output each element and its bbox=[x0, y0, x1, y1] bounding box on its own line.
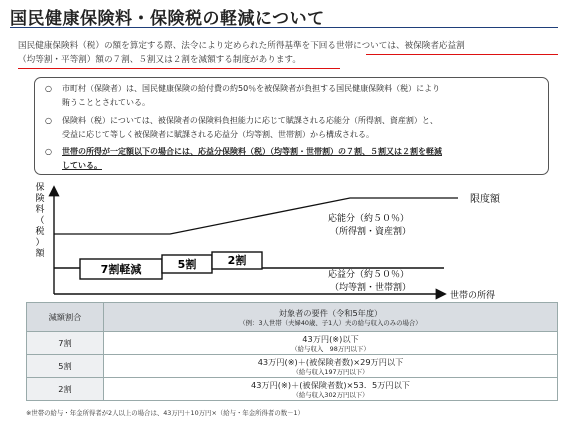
step-label-5wari: 5割 bbox=[177, 258, 197, 271]
requirement-cell bbox=[104, 378, 558, 401]
header-requirements-title: 対象者の要件（令和5年度） bbox=[278, 307, 383, 318]
bullet-mark: ○ bbox=[45, 116, 52, 125]
summary-box bbox=[34, 77, 549, 175]
intro-paragraph bbox=[18, 39, 563, 67]
summary-bullet-2 bbox=[45, 114, 545, 141]
requirement-subtext: （給与収入302万円以下） bbox=[292, 390, 369, 399]
rate-cell: 7割 bbox=[27, 332, 104, 355]
table-row bbox=[27, 378, 558, 401]
requirement-cell bbox=[104, 332, 558, 355]
requirement-text: 43万円(※)＋(被保険者数)×53．5万円以下 bbox=[251, 379, 410, 390]
y-label-char: 額 bbox=[35, 249, 45, 259]
table-row bbox=[27, 332, 558, 355]
bullet-mark: ○ bbox=[45, 147, 52, 156]
requirement-text: 43万円(※)以下 bbox=[302, 333, 359, 344]
requirement-subtext: （給与収入197万円以下） bbox=[292, 367, 369, 376]
bullet-text-line1: 保険料（税）については、被保険者の保険料負担能力に応じて賦課される応能分（所得割、資産割）と、 bbox=[62, 116, 438, 125]
reduction-diagram bbox=[35, 178, 560, 302]
intro-red-underline-1 bbox=[366, 54, 558, 55]
page-title: 国民健康保険料・保険税の軽減について bbox=[10, 9, 325, 29]
intro-line-2: （均等割・平等割）額の７割、５割又は２割を減額する制度があります。 bbox=[18, 55, 301, 65]
bullet-text-line1: 市町村（保険者）は、国民健康保険の給付費の約50％を被保険者が負担する国民健康保険料（税）により bbox=[62, 84, 441, 93]
rate-cell: 2割 bbox=[27, 378, 104, 401]
bullet-text-line1: 世帯の所得が一定額以下の場合には、応益分保険料（税）（均等割・世帯割）の７割、５割又は２割を軽減 bbox=[62, 147, 442, 156]
requirement-text: 43万円(※)＋(被保険者数)×29万円以下 bbox=[257, 356, 404, 367]
footnote: ※世帯の給与・年金所得者が2人以上の場合は、43万円＋10万円×（給与・年金所得者の数－1） bbox=[26, 409, 304, 417]
step-label-2wari: 2割 bbox=[227, 254, 247, 267]
oushin-sublabel: （所得割・資産割） bbox=[330, 227, 412, 237]
bullet-text-line2: 賄うこととされている。 bbox=[62, 97, 150, 107]
y-label-char: 税 bbox=[35, 227, 45, 237]
oushin-label: 応能分（約５０％） bbox=[328, 214, 410, 224]
title-divider bbox=[10, 27, 558, 28]
bullet-mark: ○ bbox=[45, 84, 52, 93]
y-label-char: 保 bbox=[35, 183, 45, 193]
summary-bullet-1 bbox=[45, 82, 545, 109]
y-label-char: 険 bbox=[35, 194, 45, 204]
table-header-row bbox=[27, 303, 558, 332]
header-requirements-sub: （例：3人世帯（夫婦40歳、子1人）夫の給与収入のみの場合） bbox=[239, 318, 422, 327]
table-row bbox=[27, 355, 558, 378]
y-label-char: （ bbox=[35, 216, 45, 226]
intro-red-underline-2 bbox=[18, 68, 340, 69]
requirement-subtext: （給与収入 98万円以下） bbox=[291, 344, 370, 353]
header-requirements bbox=[104, 303, 558, 332]
step-label-7wari: 7割軽減 bbox=[100, 263, 142, 276]
intro-line-1: 国民健康保険料（税）の額を算定する際、法令により定められた所得基準を下回る世帯については、被保険者応益割 bbox=[18, 41, 465, 51]
cap-label: 限度額 bbox=[470, 194, 500, 205]
requirement-cell bbox=[104, 355, 558, 378]
oueki-label: 応益分（約５０％） bbox=[328, 270, 410, 280]
y-label-char: 料 bbox=[35, 205, 45, 215]
header-rate: 減額割合 bbox=[27, 303, 104, 332]
y-axis-label bbox=[35, 182, 45, 259]
y-label-char: ） bbox=[35, 238, 45, 248]
summary-bullet-3 bbox=[45, 145, 545, 172]
x-axis-label: 世帯の所得 bbox=[450, 291, 496, 301]
bullet-text-line2: 受益に応じて等しく被保険者に賦課される応益分（均等割、世帯割）から構成される。 bbox=[62, 129, 374, 139]
rate-cell: 5割 bbox=[27, 355, 104, 378]
requirements-table bbox=[26, 302, 558, 401]
oueki-sublabel: （均等割・世帯割） bbox=[330, 283, 412, 293]
bullet-text-line2: している。 bbox=[62, 160, 102, 170]
